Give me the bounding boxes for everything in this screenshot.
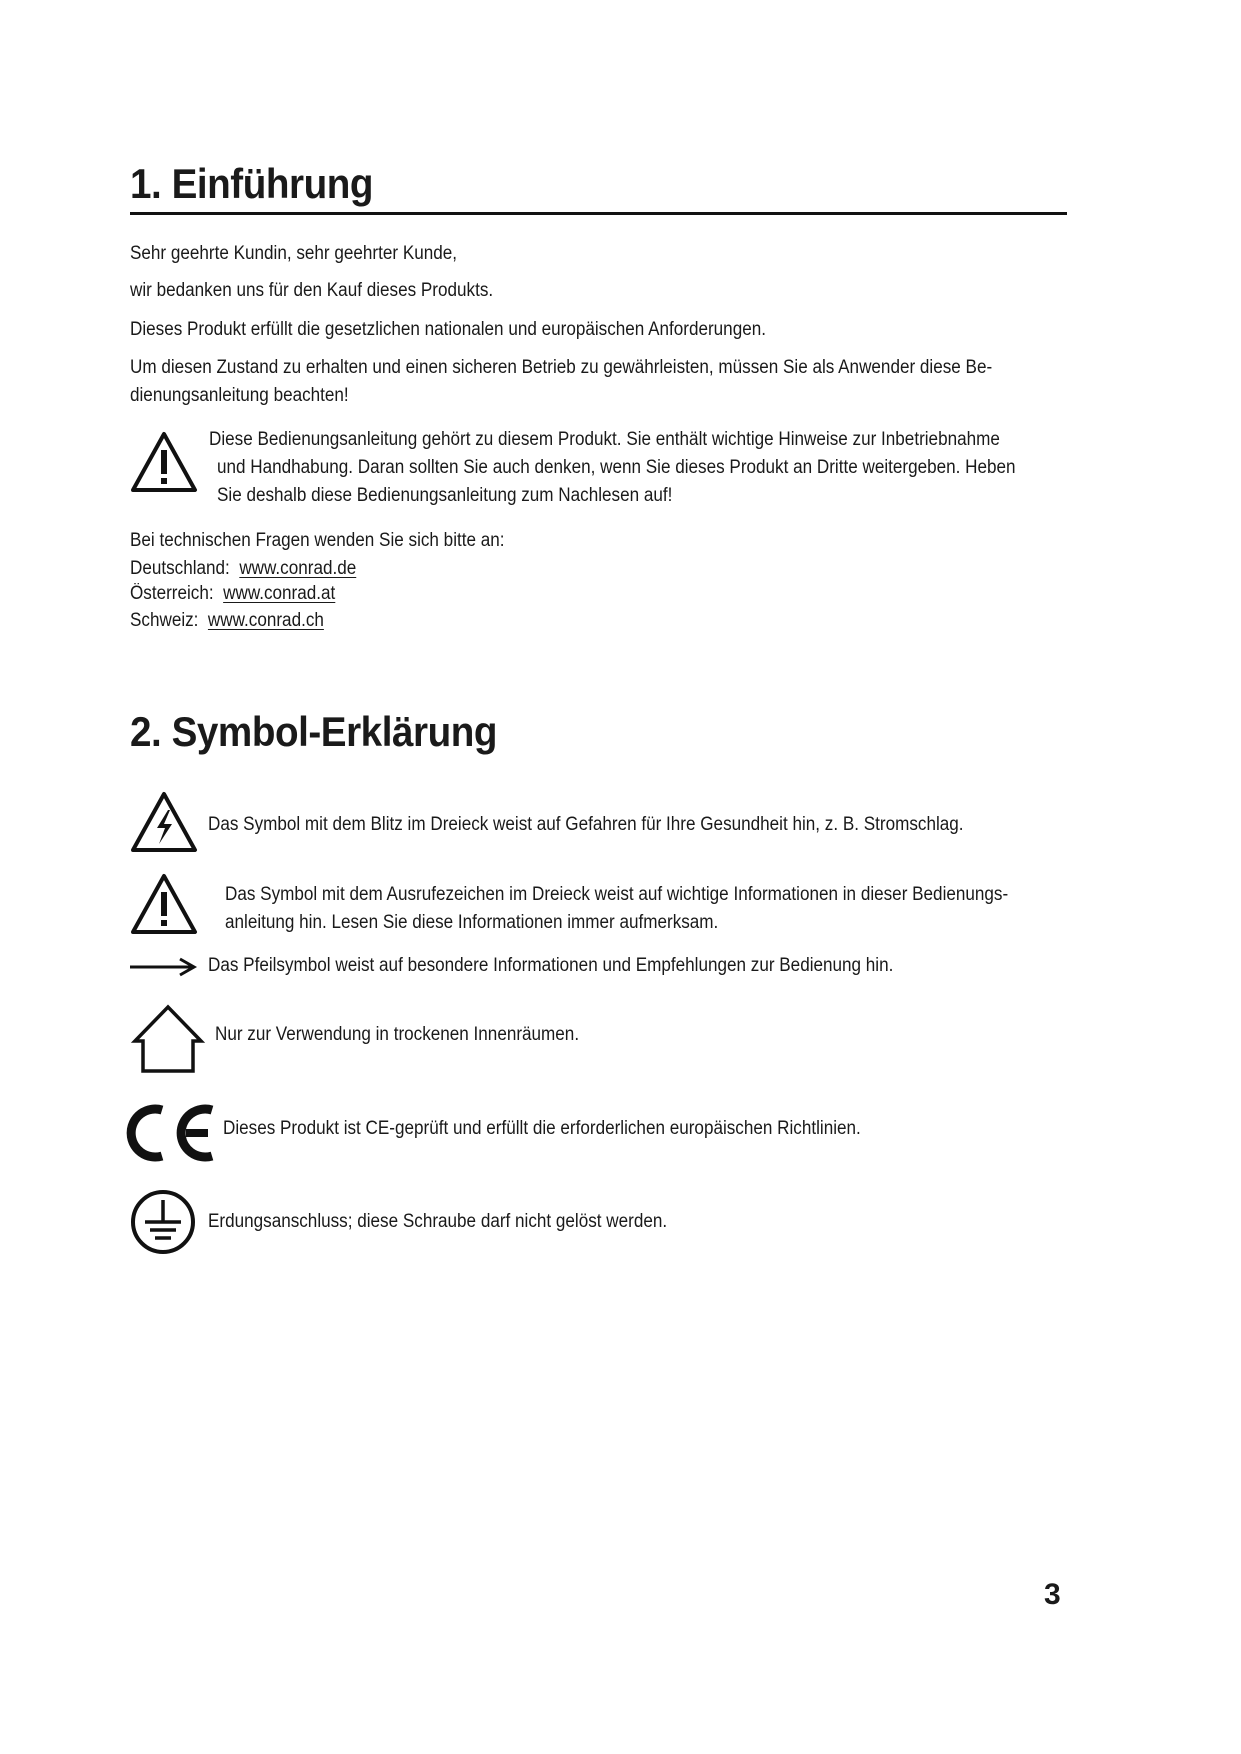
warning-line-3: Sie deshalb diese Bedienungsanleitung zum Nachlesen auf! <box>217 485 673 506</box>
contact-austria <box>130 580 335 607</box>
symbol-house-text: Nur zur Verwendung in trockenen Innenräumen. <box>215 1024 580 1045</box>
contact-germany <box>130 555 356 582</box>
section-1-rule <box>130 212 1067 215</box>
contact-switzerland <box>130 607 324 634</box>
instructions-line-1: Um diesen Zustand zu erhalten und einen sicheren Betrieb zu gewährleisten, müssen Sie als Anwender diese Be- <box>130 357 993 378</box>
exclamation-warning-icon <box>130 872 198 936</box>
house-icon <box>131 1003 205 1075</box>
conformity-text: Dieses Produkt erfüllt die gesetzlichen nationalen und europäischen Anforderungen. <box>130 319 766 340</box>
symbol-ground-text: Erdungsanschluss; diese Schraube darf nicht gelöst werden. <box>208 1211 668 1232</box>
ground-terminal-icon <box>129 1188 197 1256</box>
warning-line-1: Diese Bedienungsanleitung gehört zu diesem Produkt. Sie enthält wichtige Hinweise zur Inbetriebnahme <box>209 429 1000 450</box>
symbol-exclamation-line-2: anleitung hin. Lesen Sie diese Informationen immer aufmerksam. <box>225 912 719 933</box>
thanks-text: wir bedanken uns für den Kauf dieses Produkts. <box>130 280 494 301</box>
symbol-lightning-text: Das Symbol mit dem Blitz im Dreieck weist auf Gefahren für Ihre Gesundheit hin, z. B. Stromschlag. <box>208 814 964 835</box>
warning-triangle-icon <box>130 430 198 494</box>
warning-line-2: und Handhabung. Daran sollten Sie auch denken, wenn Sie dieses Produkt an Dritte weitergeben. Heben <box>217 457 1016 478</box>
symbol-exclamation-line-1: Das Symbol mit dem Ausrufezeichen im Dreieck weist auf wichtige Informationen in dieser Bedienungs- <box>225 884 1009 905</box>
website-link-ch[interactable]: www.conrad.ch <box>207 610 324 631</box>
contact-intro: Bei technischen Fragen wenden Sie sich bitte an: <box>130 530 505 551</box>
country-label: Österreich: <box>130 583 214 604</box>
country-label: Deutschland: <box>130 558 230 579</box>
arrow-icon <box>130 957 196 977</box>
greeting-text: Sehr geehrte Kundin, sehr geehrter Kunde, <box>130 243 458 264</box>
section-2-heading: 2. Symbol-Erklärung <box>130 708 498 755</box>
country-label: Schweiz: <box>130 610 199 631</box>
section-1-heading: 1. Einführung <box>130 160 374 207</box>
symbol-arrow-text: Das Pfeilsymbol weist auf besondere Informationen und Empfehlungen zur Bedienung hin. <box>208 955 894 976</box>
instructions-line-2: dienungsanleitung beachten! <box>130 385 349 406</box>
symbol-ce-text: Dieses Produkt ist CE-geprüft und erfüllt die erforderlichen europäischen Richtlinien. <box>223 1118 861 1139</box>
website-link-at[interactable]: www.conrad.at <box>223 583 336 604</box>
ce-mark-icon <box>128 1100 216 1166</box>
website-link-de[interactable]: www.conrad.de <box>239 558 357 579</box>
page-number: 3 <box>1044 1578 1061 1611</box>
lightning-warning-icon <box>130 790 198 854</box>
